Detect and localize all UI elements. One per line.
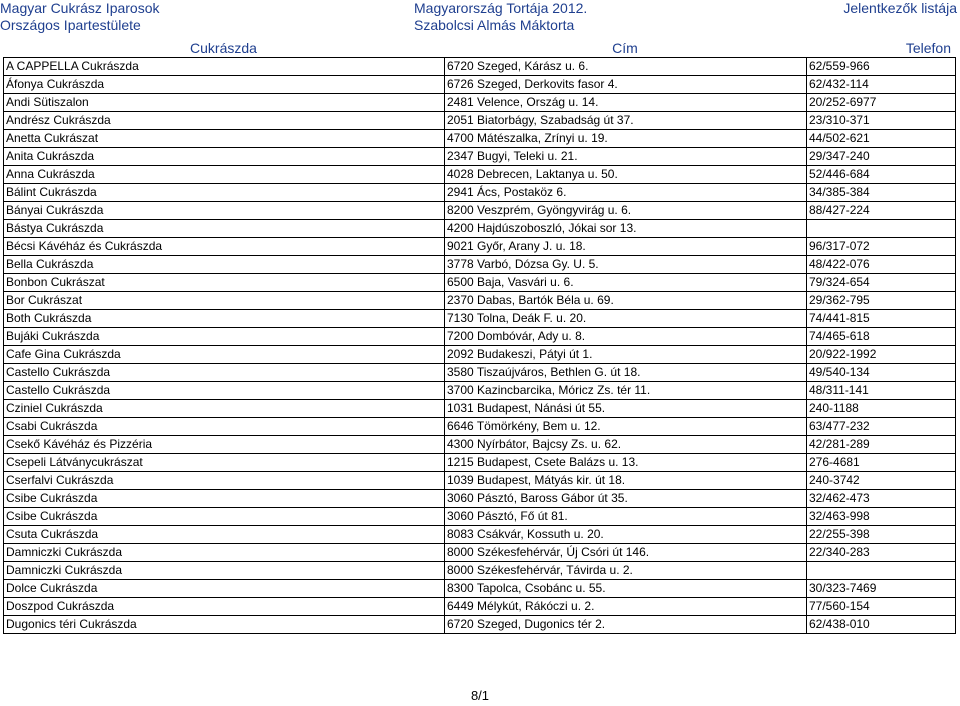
cell-address: 6500 Baja, Vasvári u. 6. — [445, 274, 807, 292]
cell-name: Bányai Cukrászda — [4, 202, 445, 220]
table-row — [4, 274, 956, 292]
cell-phone — [807, 220, 956, 238]
cell-phone: 96/317-072 — [807, 238, 956, 256]
table-row — [4, 256, 956, 274]
column-header-name: Cukrászda — [190, 40, 257, 56]
cell-phone: 20/252-6977 — [807, 94, 956, 112]
table-body — [4, 58, 956, 634]
cell-phone: 62/438-010 — [807, 616, 956, 634]
table-row — [4, 472, 956, 490]
cell-address: 7200 Dombóvár, Ady u. 8. — [445, 328, 807, 346]
cell-address: 8200 Veszprém, Gyöngyvirág u. 6. — [445, 202, 807, 220]
cell-name: Bella Cukrászda — [4, 256, 445, 274]
table-row — [4, 508, 956, 526]
cell-name: Cziniel Cukrászda — [4, 400, 445, 418]
cell-name: Bálint Cukrászda — [4, 184, 445, 202]
cell-phone: 29/362-795 — [807, 292, 956, 310]
column-header-phone: Telefon — [905, 40, 951, 56]
cell-name: Anita Cukrászda — [4, 148, 445, 166]
cell-phone: 30/323-7469 — [807, 580, 956, 598]
cell-address: 3778 Varbó, Dózsa Gy. U. 5. — [445, 256, 807, 274]
cell-address: 4028 Debrecen, Laktanya u. 50. — [445, 166, 807, 184]
cell-phone: 74/441-815 — [807, 310, 956, 328]
organization-name-line1: Magyar Cukrász Iparosok — [0, 0, 160, 16]
table-row — [4, 184, 956, 202]
cell-name: Andi Sütiszalon — [4, 94, 445, 112]
table-row — [4, 112, 956, 130]
cell-name: Áfonya Cukrászda — [4, 76, 445, 94]
table-row — [4, 346, 956, 364]
cell-phone: 63/477-232 — [807, 418, 956, 436]
table-row — [4, 382, 956, 400]
cell-phone: 44/502-621 — [807, 130, 956, 148]
cell-phone: 62/559-966 — [807, 58, 956, 76]
applicant-table — [3, 57, 956, 634]
cell-phone: 22/255-398 — [807, 526, 956, 544]
cell-name: A CAPPELLA Cukrászda — [4, 58, 445, 76]
cell-name: Damniczki Cukrászda — [4, 544, 445, 562]
cell-phone: 52/446-684 — [807, 166, 956, 184]
table-row — [4, 94, 956, 112]
table-row — [4, 328, 956, 346]
cell-address: 4700 Mátészalka, Zrínyi u. 19. — [445, 130, 807, 148]
cell-address: 2370 Dabas, Bartók Béla u. 69. — [445, 292, 807, 310]
table-row — [4, 490, 956, 508]
table-row — [4, 238, 956, 256]
cell-phone: 240-3742 — [807, 472, 956, 490]
cell-phone: 32/463-998 — [807, 508, 956, 526]
cell-name: Csabi Cukrászda — [4, 418, 445, 436]
table-row — [4, 418, 956, 436]
cell-name: Bujáki Cukrászda — [4, 328, 445, 346]
table-row — [4, 454, 956, 472]
cell-name: Damniczki Cukrászda — [4, 562, 445, 580]
table-row — [4, 292, 956, 310]
table-row — [4, 616, 956, 634]
cell-name: Dolce Cukrászda — [4, 580, 445, 598]
cell-address: 6646 Tömörkény, Bem u. 12. — [445, 418, 807, 436]
cell-address: 2347 Bugyi, Teleki u. 21. — [445, 148, 807, 166]
cell-name: Bonbon Cukrászat — [4, 274, 445, 292]
cell-phone: 34/385-384 — [807, 184, 956, 202]
cell-phone: 276-4681 — [807, 454, 956, 472]
table-row — [4, 562, 956, 580]
cell-name: Doszpod Cukrászda — [4, 598, 445, 616]
cell-phone: 49/540-134 — [807, 364, 956, 382]
table-row — [4, 364, 956, 382]
cell-address: 6726 Szeged, Derkovits fasor 4. — [445, 76, 807, 94]
cake-name: Szabolcsi Almás Máktorta — [414, 17, 575, 33]
page-header — [0, 0, 960, 38]
table-row — [4, 166, 956, 184]
cell-phone: 23/310-371 — [807, 112, 956, 130]
cell-phone: 20/922-1992 — [807, 346, 956, 364]
table-row — [4, 310, 956, 328]
cell-phone: 62/432-114 — [807, 76, 956, 94]
cell-phone: 29/347-240 — [807, 148, 956, 166]
cell-name: Cafe Gina Cukrászda — [4, 346, 445, 364]
cell-address: 4300 Nyírbátor, Bajcsy Zs. u. 62. — [445, 436, 807, 454]
cell-name: Anna Cukrászda — [4, 166, 445, 184]
cell-phone: 240-1188 — [807, 400, 956, 418]
list-title: Jelentkezők listája — [843, 0, 957, 16]
cell-name: Anetta Cukrászat — [4, 130, 445, 148]
cell-name: Dugonics téri Cukrászda — [4, 616, 445, 634]
cell-address: 6720 Szeged, Dugonics tér 2. — [445, 616, 807, 634]
table-row — [4, 400, 956, 418]
page-number: 8/1 — [470, 688, 490, 703]
cell-address: 1215 Budapest, Csete Balázs u. 13. — [445, 454, 807, 472]
table-row — [4, 220, 956, 238]
cell-address: 6720 Szeged, Kárász u. 6. — [445, 58, 807, 76]
cell-phone — [807, 562, 956, 580]
cell-address: 8000 Székesfehérvár, Új Csóri út 146. — [445, 544, 807, 562]
cell-name: Castello Cukrászda — [4, 382, 445, 400]
cell-phone: 42/281-289 — [807, 436, 956, 454]
table-row — [4, 130, 956, 148]
cell-name: Bor Cukrászat — [4, 292, 445, 310]
cell-phone: 48/422-076 — [807, 256, 956, 274]
cell-address: 1031 Budapest, Nánási út 55. — [445, 400, 807, 418]
organization-name-line2: Országos Ipartestülete — [0, 17, 141, 33]
cell-address: 8300 Tapolca, Csobánc u. 55. — [445, 580, 807, 598]
cell-address: 7130 Tolna, Deák F. u. 20. — [445, 310, 807, 328]
cell-phone: 32/462-473 — [807, 490, 956, 508]
cell-address: 9021 Győr, Arany J. u. 18. — [445, 238, 807, 256]
cell-address: 3060 Pásztó, Baross Gábor út 35. — [445, 490, 807, 508]
cell-address: 2051 Biatorbágy, Szabadság út 37. — [445, 112, 807, 130]
cell-phone: 79/324-654 — [807, 274, 956, 292]
cell-address: 3700 Kazincbarcika, Móricz Zs. tér 11. — [445, 382, 807, 400]
cell-name: Csibe Cukrászda — [4, 490, 445, 508]
cell-phone: 88/427-224 — [807, 202, 956, 220]
table-row — [4, 202, 956, 220]
table-row — [4, 580, 956, 598]
cell-name: Csuta Cukrászda — [4, 526, 445, 544]
table-row — [4, 58, 956, 76]
cell-address: 8083 Csákvár, Kossuth u. 20. — [445, 526, 807, 544]
column-header-address: Cím — [612, 40, 638, 56]
cell-name: Csepeli Látványcukrászat — [4, 454, 445, 472]
cell-phone: 22/340-283 — [807, 544, 956, 562]
contest-title: Magyarország Tortája 2012. — [414, 0, 588, 16]
cell-name: Csekő Kávéház és Pizzéria — [4, 436, 445, 454]
table-row — [4, 544, 956, 562]
cell-name: Csibe Cukrászda — [4, 508, 445, 526]
cell-phone: 48/311-141 — [807, 382, 956, 400]
table-row — [4, 526, 956, 544]
cell-address: 1039 Budapest, Mátyás kir. út 18. — [445, 472, 807, 490]
cell-phone: 74/465-618 — [807, 328, 956, 346]
cell-address: 8000 Székesfehérvár, Távirda u. 2. — [445, 562, 807, 580]
cell-address: 6449 Mélykút, Rákóczi u. 2. — [445, 598, 807, 616]
cell-address: 2941 Ács, Postaköz 6. — [445, 184, 807, 202]
column-headers — [3, 39, 955, 58]
cell-address: 4200 Hajdúszoboszló, Jókai sor 13. — [445, 220, 807, 238]
cell-address: 3580 Tiszaújváros, Bethlen G. út 18. — [445, 364, 807, 382]
cell-phone: 77/560-154 — [807, 598, 956, 616]
cell-name: Bástya Cukrászda — [4, 220, 445, 238]
cell-address: 2092 Budakeszi, Pátyi út 1. — [445, 346, 807, 364]
table-row — [4, 436, 956, 454]
cell-name: Andrész Cukrászda — [4, 112, 445, 130]
table-row — [4, 76, 956, 94]
cell-name: Castello Cukrászda — [4, 364, 445, 382]
cell-name: Both Cukrászda — [4, 310, 445, 328]
cell-name: Bécsi Kávéház és Cukrászda — [4, 238, 445, 256]
table-row — [4, 148, 956, 166]
cell-name: Cserfalvi Cukrászda — [4, 472, 445, 490]
table-row — [4, 598, 956, 616]
cell-address: 3060 Pásztó, Fő út 81. — [445, 508, 807, 526]
cell-address: 2481 Velence, Ország u. 14. — [445, 94, 807, 112]
